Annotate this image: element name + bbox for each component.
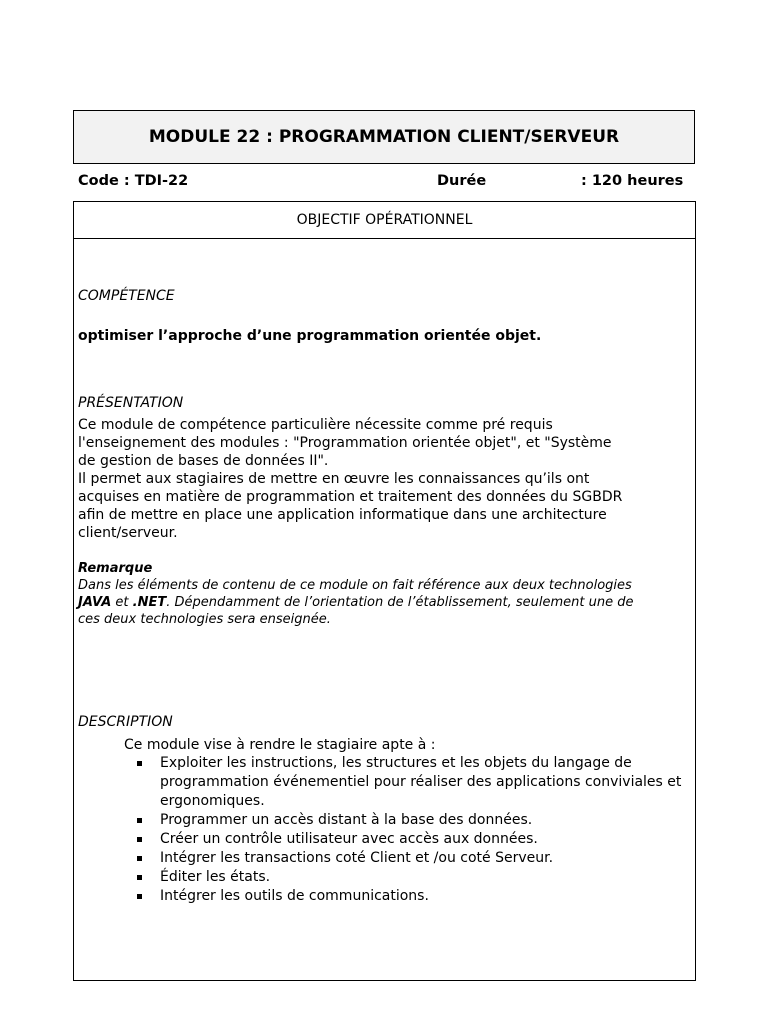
remark-line-2-rest: . Dépendamment de l’orientation de l’établissement, seulement une de — [166, 595, 634, 610]
module-code: Code : TDI-22 — [78, 173, 189, 189]
duration-label: Durée — [437, 173, 487, 189]
presentation-line: Ce module de compétence particulière nécessite comme pré requis — [78, 417, 553, 433]
presentation-line: afin de mettre en place une application informatique dans une architecture — [78, 507, 607, 523]
duration-value: : 120 heures — [581, 173, 684, 189]
remark-line-3: ces deux technologies sera enseignée. — [78, 612, 331, 627]
presentation-line: l'enseignement des modules : "Programmation orientée objet", et "Système — [78, 435, 612, 451]
remark-et: et — [111, 595, 133, 610]
module-title — [73, 110, 695, 164]
competence-heading: COMPÉTENCE — [78, 288, 175, 304]
presentation-line: acquises en matière de programmation et traitement des données du SGBDR — [78, 489, 623, 505]
objective-header-text: OBJECTIF OPÉRATIONNEL — [296, 212, 473, 228]
list-item: Intégrer les transactions coté Client et /ou coté Serveur. — [136, 849, 696, 868]
presentation-line: Il permet aux stagiaires de mettre en œuvre les connaissances qu’ils ont — [78, 471, 590, 487]
competence-text: optimiser l’approche d’une programmation orientée objet. — [78, 328, 542, 344]
list-item: Créer un contrôle utilisateur avec accès aux données. — [136, 830, 696, 849]
module-title-text: MODULE 22 : PROGRAMMATION CLIENT/SERVEUR — [148, 127, 620, 147]
presentation-heading: PRÉSENTATION — [78, 395, 184, 411]
remark-java: JAVA — [78, 595, 112, 610]
remark-line-2 — [78, 594, 693, 611]
list-item: Exploiter les instructions, les structures et les objets du langage de programmation événementiel pour réaliser des applications conviviales et ergonomiques. — [136, 754, 696, 811]
list-item: Éditer les états. — [136, 868, 696, 887]
presentation-line: client/serveur. — [78, 525, 178, 541]
description-intro: Ce module vise à rendre le stagiaire apte à : — [124, 737, 436, 753]
presentation-line: de gestion de bases de données II". — [78, 453, 329, 469]
description-heading: DESCRIPTION — [78, 714, 173, 730]
description-list — [136, 754, 696, 906]
remark-heading: Remarque — [78, 561, 153, 576]
list-item: Intégrer les outils de communications. — [136, 887, 696, 906]
objective-box — [73, 201, 696, 981]
remark-line-1: Dans les éléments de contenu de ce module on fait référence aux deux technologies — [78, 578, 632, 593]
list-item: Programmer un accès distant à la base des données. — [136, 811, 696, 830]
remark-net: .NET — [132, 595, 167, 610]
